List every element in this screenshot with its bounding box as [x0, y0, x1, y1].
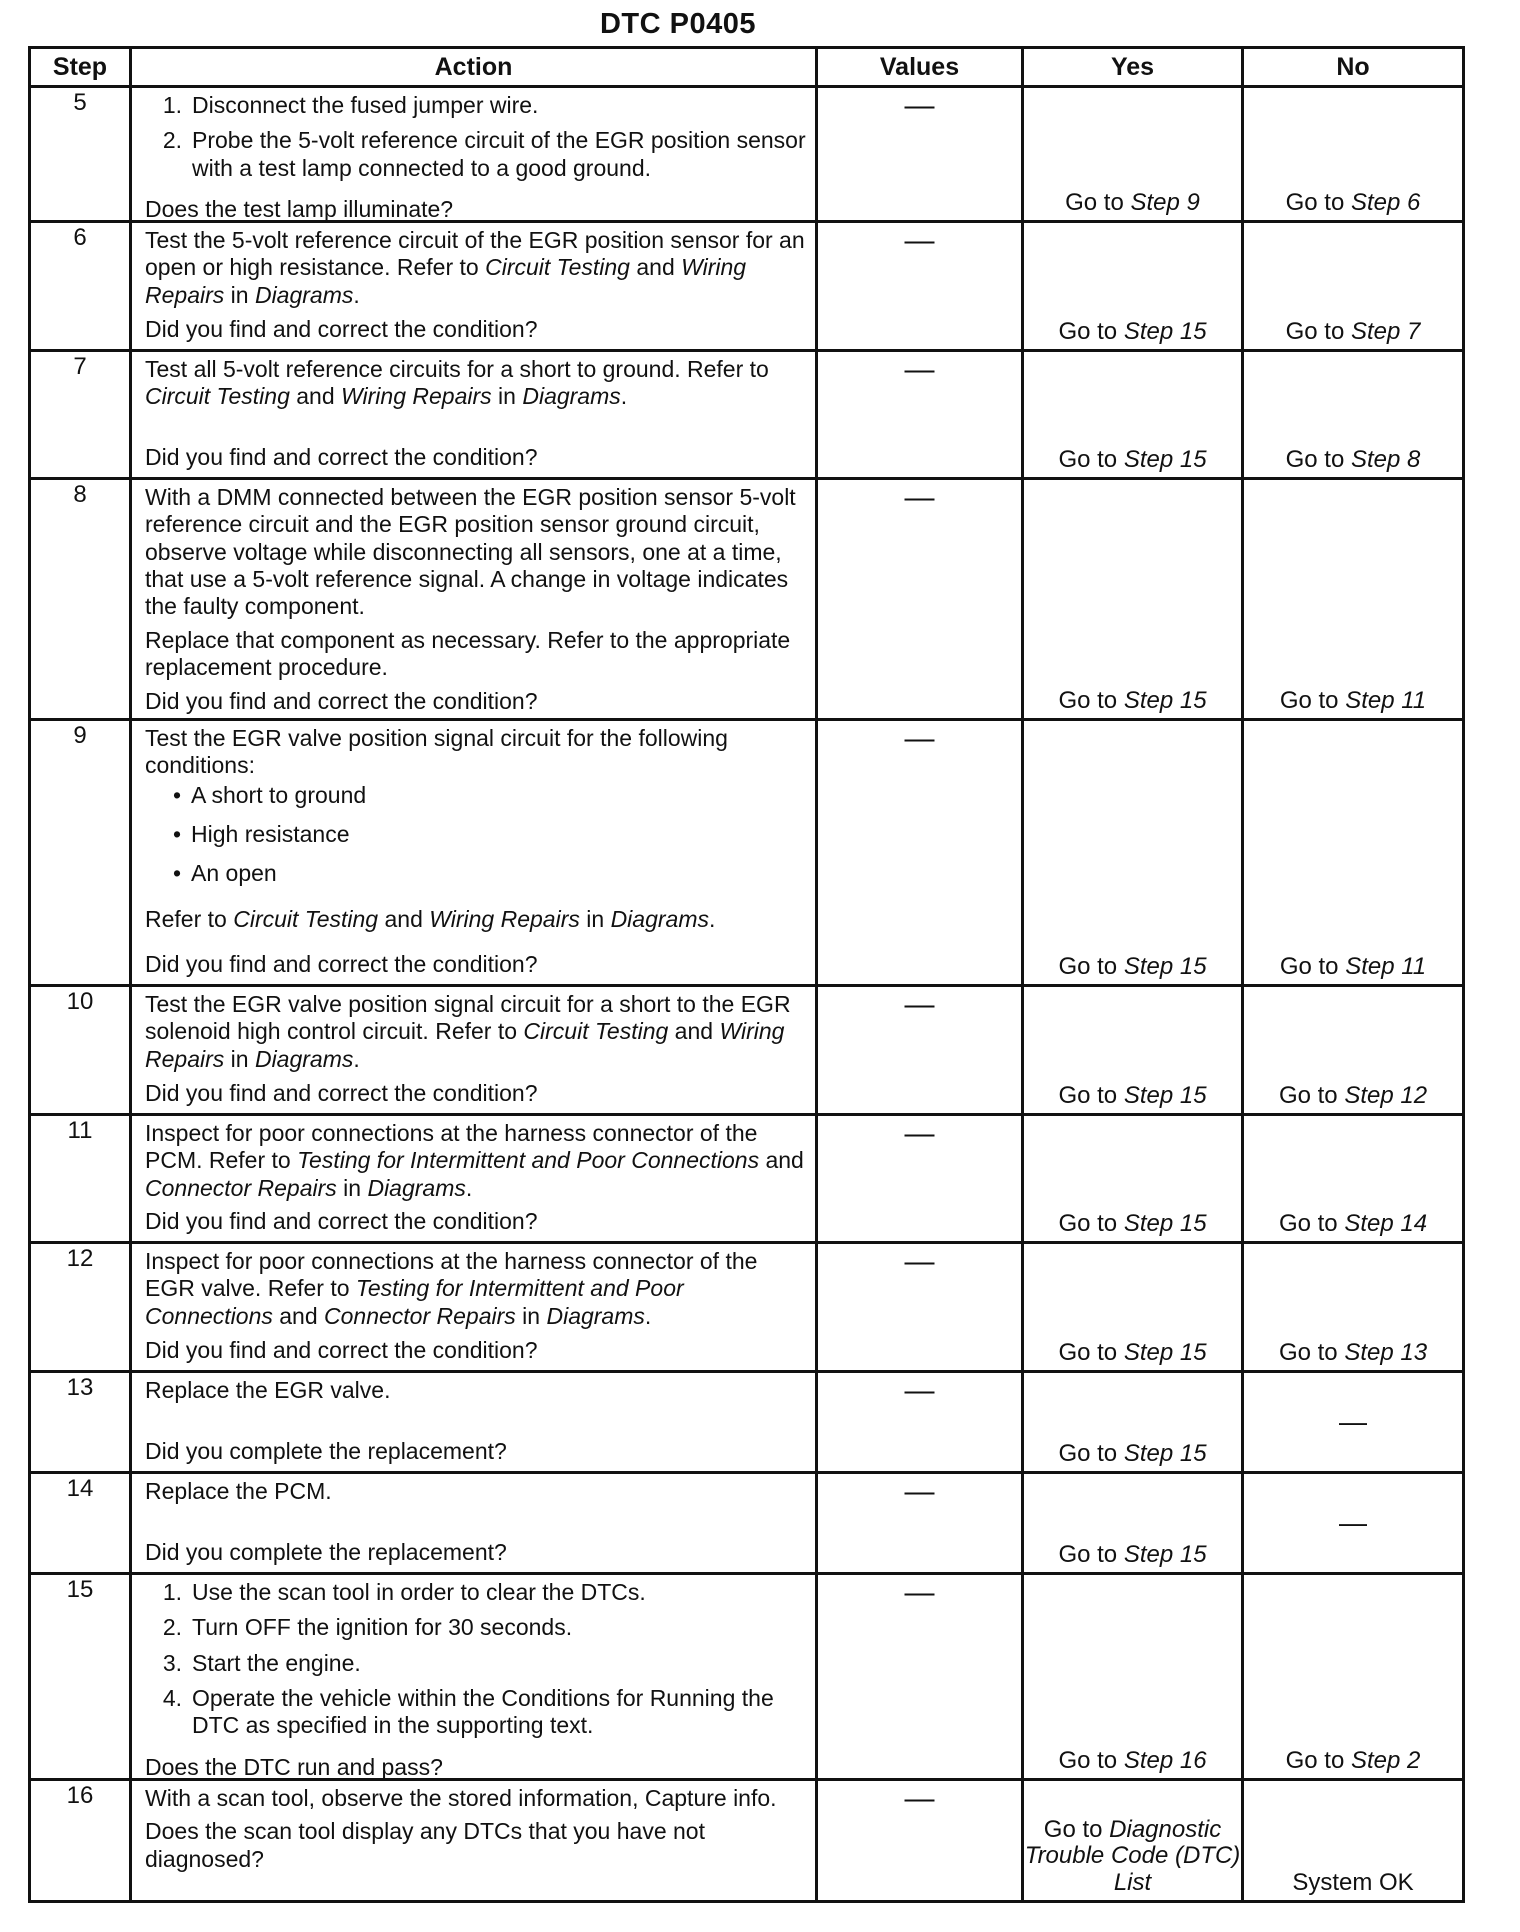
yes-goto: Go to Step 15	[1058, 317, 1207, 345]
values-cell: —	[817, 87, 1023, 222]
action-text: Did you find and correct the condition?	[145, 1208, 538, 1235]
italic-ref: Wiring Repairs	[341, 383, 492, 410]
step-number: 5	[30, 87, 131, 222]
action-text: Replace the PCM.	[145, 1478, 332, 1504]
list-text: High resistance	[191, 821, 350, 848]
yes-cell	[1023, 87, 1243, 222]
table-row	[30, 1372, 1464, 1473]
italic-ref: Wiring Repairs	[145, 254, 747, 308]
no-cell: —	[1243, 1473, 1464, 1574]
header-step: Step	[30, 48, 131, 87]
yes-cell	[1023, 720, 1243, 986]
action-text: Test the EGR valve position signal circuit for a short to the EGR solenoid high control circuit. Refer to Circuit Testing and Wiring Repairs in Diagrams.	[145, 991, 791, 1072]
action-text: Replace the EGR valve.	[145, 1377, 391, 1403]
goto-target: Step 16	[1123, 1746, 1207, 1774]
list-item	[145, 1614, 807, 1641]
action-content	[145, 227, 807, 343]
goto-target: Step 15	[1123, 1081, 1207, 1109]
numbered-list	[145, 1579, 807, 1748]
yes-goto: Go to Diagnostic Trouble Code (DTC) List	[1024, 1815, 1241, 1896]
action-text: Test the 5-volt reference circuit of the EGR position sensor for an open or high resistance. Refer to Circuit Testing and Wiring Repairs in Diagrams.	[145, 227, 805, 308]
values-cell: —	[817, 986, 1023, 1115]
list-item	[145, 1685, 807, 1740]
no-cell	[1243, 87, 1464, 222]
table-row	[30, 479, 1464, 720]
list-item	[145, 860, 807, 887]
goto-target: Step 15	[1123, 952, 1207, 980]
action-content	[145, 1785, 807, 1894]
step-number: 16	[30, 1780, 131, 1902]
table-row	[30, 1473, 1464, 1574]
action-text: Did you find and correct the condition?	[145, 687, 538, 714]
yes-cell	[1023, 1372, 1243, 1473]
action-cell	[131, 1372, 817, 1473]
goto-target: Step 7	[1350, 317, 1421, 345]
table-row	[30, 986, 1464, 1115]
italic-ref: Circuit Testing	[485, 254, 630, 281]
action-content	[145, 725, 807, 978]
yes-cell	[1023, 1574, 1243, 1780]
goto-target: Step 8	[1350, 445, 1421, 473]
step-number: 11	[30, 1115, 131, 1243]
list-text: Use the scan tool in order to clear the DTCs.	[192, 1579, 646, 1605]
action-content	[145, 484, 807, 712]
italic-ref: Circuit Testing	[523, 1018, 669, 1045]
header-yes: Yes	[1023, 48, 1243, 87]
action-spacer	[145, 933, 807, 950]
goto-target: Diagnostic Trouble Code (DTC) List	[1024, 1815, 1241, 1896]
italic-ref: Wiring Repairs	[145, 1018, 785, 1072]
list-number: 3.	[162, 1649, 182, 1676]
step-number: 9	[30, 720, 131, 986]
yes-goto: Go to Step 15	[1058, 445, 1207, 473]
action-text: Did you find and correct the condition?	[145, 315, 538, 342]
list-text: Probe the 5-volt reference circuit of the EGR position sensor with a test lamp connected to a good ground.	[192, 127, 806, 181]
yes-goto: Go to Step 16	[1058, 1746, 1207, 1774]
italic-ref: Diagrams	[254, 1045, 354, 1072]
goto-target: Step 15	[1123, 1439, 1207, 1467]
yes-goto: Go to Step 15	[1058, 1540, 1207, 1568]
no-goto: Go to Step 7	[1285, 317, 1421, 345]
action-text: Did you find and correct the condition?	[145, 1079, 538, 1106]
header-no: No	[1243, 48, 1464, 87]
yes-cell	[1023, 479, 1243, 720]
goto-target: Step 6	[1350, 188, 1421, 216]
step-number: 12	[30, 1243, 131, 1372]
list-item	[145, 1579, 807, 1606]
yes-cell	[1023, 1780, 1243, 1902]
action-cell	[131, 222, 817, 351]
italic-ref: Diagrams	[522, 383, 621, 410]
action-content	[145, 356, 807, 471]
italic-ref: Testing for Intermittent and Poor Connections	[145, 1275, 684, 1329]
table-row	[30, 1574, 1464, 1780]
step-number: 6	[30, 222, 131, 351]
yes-goto: Go to Step 15	[1058, 1338, 1207, 1366]
list-text: An open	[191, 860, 277, 887]
table-row	[30, 351, 1464, 479]
table-row	[30, 720, 1464, 986]
goto-target: Step 15	[1123, 1540, 1207, 1568]
yes-goto: Go to Step 15	[1058, 686, 1207, 714]
list-number: 1.	[162, 92, 182, 118]
no-goto: Go to Step 12	[1278, 1081, 1428, 1109]
table-row	[30, 1115, 1464, 1243]
no-goto: Go to Step 11	[1279, 952, 1427, 980]
values-cell: —	[817, 1473, 1023, 1574]
no-goto: System OK	[1292, 1868, 1414, 1896]
goto-target: Step 15	[1123, 1209, 1207, 1237]
action-cell	[131, 1115, 817, 1243]
bullet-icon: •	[172, 781, 181, 808]
step-number: 13	[30, 1372, 131, 1473]
action-cell	[131, 351, 817, 479]
action-text: Test all 5-volt reference circuits for a short to ground. Refer to Circuit Testing and Wiring Repairs in Diagrams.	[145, 356, 769, 410]
values-cell: —	[817, 1574, 1023, 1780]
no-cell	[1243, 720, 1464, 986]
action-text: Refer to Circuit Testing and Wiring Repairs in Diagrams.	[145, 905, 716, 932]
italic-ref: Diagrams	[546, 1302, 645, 1329]
action-text: Inspect for poor connections at the harness connector of the EGR valve. Refer to Testing for Intermittent and Poor Connections and Connector Repairs in Diagrams.	[145, 1248, 758, 1329]
yes-goto: Go to Step 9	[1065, 188, 1200, 216]
action-text: Did you find and correct the condition?	[145, 1336, 538, 1363]
action-cell	[131, 1780, 817, 1902]
action-text: With a scan tool, observe the stored information, Capture info.	[145, 1785, 777, 1811]
action-text: Replace that component as necessary. Refer to the appropriate replacement procedure.	[145, 626, 791, 681]
action-text: Does the DTC run and pass?	[145, 1753, 443, 1780]
list-text: A short to ground	[191, 781, 367, 808]
no-goto: Go to Step 8	[1285, 445, 1421, 473]
yes-goto: Go to Step 15	[1058, 952, 1207, 980]
action-cell	[131, 986, 817, 1115]
step-number: 8	[30, 479, 131, 720]
list-text: Disconnect the fused jumper wire.	[192, 92, 539, 118]
goto-target: Step 13	[1344, 1338, 1428, 1366]
action-text: Test the EGR valve position signal circuit for the following conditions:	[145, 725, 728, 779]
bullet-list	[145, 782, 807, 900]
italic-ref: Diagrams	[610, 905, 709, 932]
table-row	[30, 87, 1464, 222]
bullet-icon: •	[172, 821, 181, 848]
action-content	[145, 1248, 807, 1364]
no-goto: Go to Step 2	[1285, 1746, 1421, 1774]
action-text: Did you complete the replacement?	[145, 1437, 507, 1464]
goto-target: Step 9	[1130, 188, 1200, 216]
step-number: 14	[30, 1473, 131, 1574]
list-text: Turn OFF the ignition for 30 seconds.	[192, 1614, 573, 1641]
yes-goto: Go to Step 15	[1058, 1439, 1207, 1467]
header-action: Action	[131, 48, 817, 87]
values-cell: —	[817, 1372, 1023, 1473]
step-number: 7	[30, 351, 131, 479]
action-cell	[131, 1243, 817, 1372]
action-content	[145, 991, 807, 1107]
action-text: Did you complete the replacement?	[145, 1538, 507, 1565]
goto-target: Step 11	[1345, 952, 1427, 980]
list-text: Start the engine.	[192, 1649, 361, 1676]
page-title: DTC P0405	[599, 8, 756, 40]
no-cell	[1243, 479, 1464, 720]
no-cell	[1243, 1780, 1464, 1902]
action-text: Did you find and correct the condition?	[145, 443, 538, 470]
values-cell: —	[817, 351, 1023, 479]
goto-target: Step 11	[1345, 686, 1427, 714]
list-item	[145, 1650, 807, 1677]
table-row	[30, 1243, 1464, 1372]
action-content	[145, 1478, 807, 1566]
bullet-icon: •	[172, 860, 181, 887]
action-text: With a DMM connected between the EGR position sensor 5-volt reference circuit and the EGR position sensor ground circuit, observe voltage while disconnecting all sensors, one at a time, that use a 5-volt reference signal. A change in voltage indicates the faulty component.	[145, 484, 796, 620]
goto-target: Step 2	[1350, 1746, 1421, 1774]
action-content	[145, 1120, 807, 1235]
no-cell	[1243, 222, 1464, 351]
italic-ref: Circuit Testing	[233, 905, 379, 932]
action-spacer	[145, 1404, 807, 1437]
yes-cell	[1023, 986, 1243, 1115]
italic-ref: Circuit Testing	[145, 383, 290, 410]
action-text: Inspect for poor connections at the harness connector of the PCM. Refer to Testing for Intermittent and Poor Connections and Connector Repairs in Diagrams.	[145, 1120, 804, 1201]
list-number: 4.	[162, 1685, 182, 1712]
italic-ref: Connector Repairs	[324, 1302, 516, 1329]
action-cell	[131, 479, 817, 720]
action-text: Does the test lamp illuminate?	[145, 196, 454, 223]
goto-target: Step 15	[1123, 317, 1207, 345]
list-number: 2.	[162, 1614, 182, 1641]
no-goto: Go to Step 13	[1278, 1338, 1428, 1366]
list-item	[145, 92, 807, 119]
yes-cell	[1023, 1243, 1243, 1372]
action-content	[145, 92, 807, 223]
values-cell: —	[817, 222, 1023, 351]
yes-cell	[1023, 1115, 1243, 1243]
goto-target: Step 15	[1123, 1338, 1207, 1366]
values-cell: —	[817, 1115, 1023, 1243]
action-text: Does the scan tool display any DTCs that you have not diagnosed?	[145, 1818, 705, 1872]
dtc-table	[28, 46, 1465, 1903]
header-values: Values	[817, 48, 1023, 87]
no-goto: Go to Step 14	[1278, 1209, 1428, 1237]
goto-target: Step 15	[1123, 445, 1207, 473]
step-number: 15	[30, 1574, 131, 1780]
numbered-list	[145, 92, 807, 190]
no-cell	[1243, 1115, 1464, 1243]
header-row	[30, 48, 1464, 87]
no-cell: —	[1243, 1372, 1464, 1473]
yes-cell	[1023, 351, 1243, 479]
action-cell	[131, 87, 817, 222]
goto-target: Step 14	[1344, 1209, 1428, 1237]
no-goto: Go to Step 11	[1279, 686, 1427, 714]
no-goto: Go to Step 6	[1285, 188, 1421, 216]
step-number: 10	[30, 986, 131, 1115]
action-cell	[131, 720, 817, 986]
no-cell	[1243, 986, 1464, 1115]
italic-ref: Testing for Intermittent and Poor Connections	[297, 1147, 760, 1174]
action-content	[145, 1579, 807, 1780]
yes-goto: Go to Step 15	[1058, 1081, 1207, 1109]
action-spacer	[145, 1505, 807, 1538]
no-cell	[1243, 351, 1464, 479]
table-row	[30, 222, 1464, 351]
values-cell: —	[817, 1243, 1023, 1372]
action-content	[145, 1377, 807, 1465]
list-number: 2.	[162, 127, 182, 154]
values-cell: —	[817, 479, 1023, 720]
list-item	[145, 821, 807, 848]
list-text: Operate the vehicle within the Conditions for Running the DTC as specified in the supporting text.	[192, 1685, 774, 1739]
list-number: 1.	[162, 1579, 182, 1605]
values-cell: —	[817, 1780, 1023, 1902]
italic-ref: Wiring Repairs	[429, 905, 580, 932]
yes-cell	[1023, 1473, 1243, 1574]
goto-target: Step 12	[1344, 1081, 1428, 1109]
action-text: Did you find and correct the condition?	[145, 950, 538, 977]
no-cell	[1243, 1574, 1464, 1780]
values-cell: —	[817, 720, 1023, 986]
list-item	[145, 127, 807, 182]
list-item	[145, 782, 807, 809]
goto-target: Step 15	[1123, 686, 1207, 714]
table-row	[30, 1780, 1464, 1902]
italic-ref: Diagrams	[254, 281, 354, 308]
yes-goto: Go to Step 15	[1058, 1209, 1207, 1237]
no-cell	[1243, 1243, 1464, 1372]
italic-ref: Connector Repairs	[145, 1174, 337, 1201]
action-cell	[131, 1574, 817, 1780]
yes-cell	[1023, 222, 1243, 351]
action-spacer	[145, 411, 807, 444]
action-cell	[131, 1473, 817, 1574]
italic-ref: Diagrams	[367, 1174, 466, 1201]
